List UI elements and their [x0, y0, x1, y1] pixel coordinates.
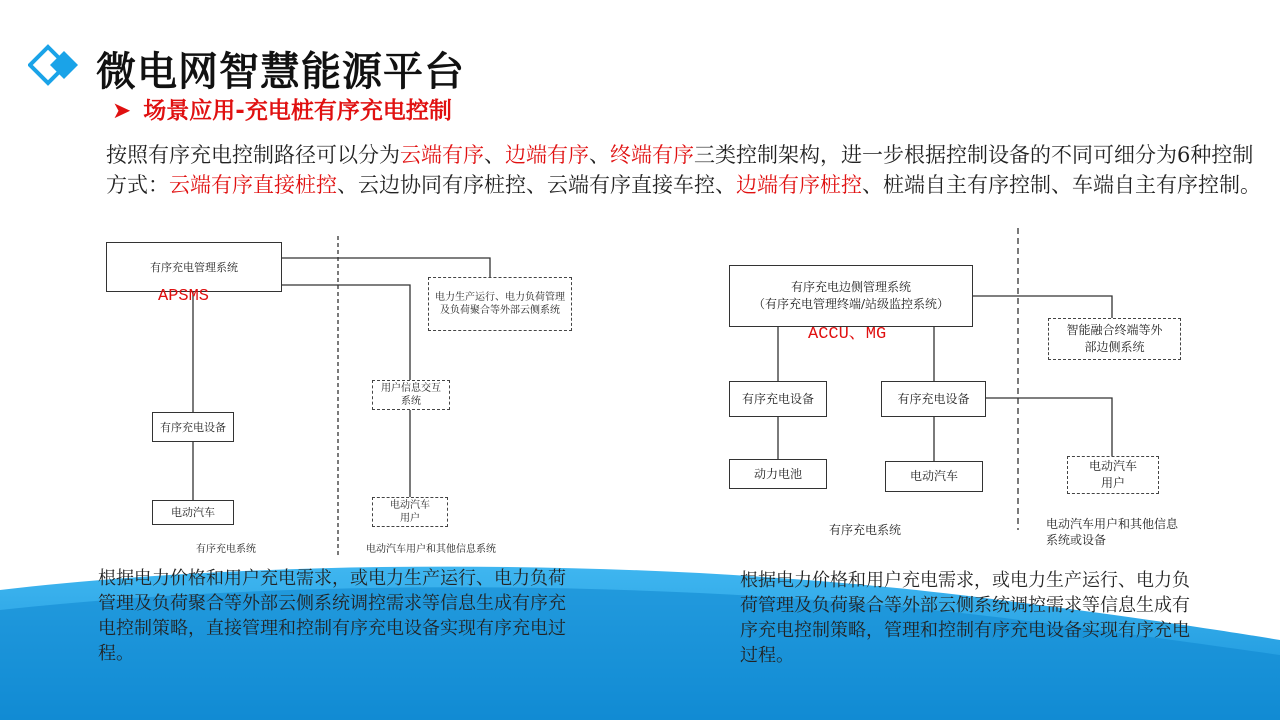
- zone-label-ev-users-info: 电动汽车用户和其他信息系统: [366, 544, 496, 555]
- edge-mgmt-subtitle: （有序充电管理终端/站级监控系统）: [752, 297, 950, 311]
- left-description: 根据电力价格和用户充电需求，或电力生产运行、电力负荷管理及负荷聚合等外部云侧系统调控需求等信息生成有序充电控制策略，直接管理和控制有序充电设备实现有序充电过程。: [98, 568, 566, 664]
- right-description: 根据电力价格和用户充电需求，或电力生产运行、电力负荷管理及负荷聚合等外部云侧系统调控需求等信息生成有序充电控制策略，管理和控制有序充电设备实现有序充电过程。: [740, 570, 1190, 666]
- intro-text: 、云边协同有序桩控、云端有序直接车控、: [337, 173, 736, 197]
- apsms-label: APSMS: [158, 287, 210, 306]
- intro-text: 、: [589, 143, 610, 167]
- charging-device-box-1: 有序充电设备: [729, 381, 827, 417]
- highlight-edge-pile: 边端有序桩控: [736, 173, 862, 197]
- charging-device-box: 有序充电设备: [152, 412, 234, 442]
- page-title: 微电网智慧能源平台: [96, 49, 465, 95]
- smart-terminal-edge-box: 智能融合终端等外部边侧系统: [1048, 318, 1181, 360]
- edge-mgmt-title: 有序充电边侧管理系统: [790, 280, 911, 294]
- highlight-cloud-order: 云端有序: [400, 143, 484, 167]
- ordered-charging-management-system: 有序充电管理系统: [106, 242, 282, 292]
- intro-text: 、: [484, 143, 505, 167]
- highlight-edge-order: 边端有序: [505, 143, 589, 167]
- electric-vehicle-box: 电动汽车: [152, 500, 234, 525]
- external-cloud-systems-box: 电力生产运行、电力负荷管理及负荷聚合等外部云侧系统: [428, 277, 572, 331]
- charging-device-box-2: 有序充电设备: [881, 381, 986, 417]
- intro-text: 按照有序充电控制路径可以分为: [106, 143, 400, 167]
- subtitle-text: 场景应用-充电桩有序充电控制: [143, 98, 452, 124]
- power-battery-box: 动力电池: [729, 459, 827, 489]
- user-info-interaction-box: 用户信息交互系统: [372, 380, 450, 410]
- intro-text: 三类控制架构，进一步根据控制设备的不同可细分为6种控制方式：: [106, 143, 1254, 197]
- arrow-icon: ➤: [112, 98, 132, 124]
- zone-label-charging-system-right: 有序充电系统: [829, 523, 902, 537]
- accu-mg-label: ACCU、MG: [808, 325, 887, 344]
- intro-text: 、桩端自主有序控制、车端自主有序控制。: [862, 173, 1261, 197]
- highlight-cloud-direct-pile: 云端有序直接桩控: [169, 173, 337, 197]
- highlight-terminal-order: 终端有序: [610, 143, 694, 167]
- electric-vehicle-box-right: 电动汽车: [885, 461, 983, 492]
- zone-label-charging-system: 有序充电系统: [196, 544, 256, 555]
- zone-label-ev-users-devices: 电动汽车用户和其他信息系统或设备: [1046, 517, 1179, 547]
- ev-user-box-right: 电动汽车用户: [1067, 456, 1159, 494]
- ev-user-box: 电动汽车用户: [372, 497, 448, 527]
